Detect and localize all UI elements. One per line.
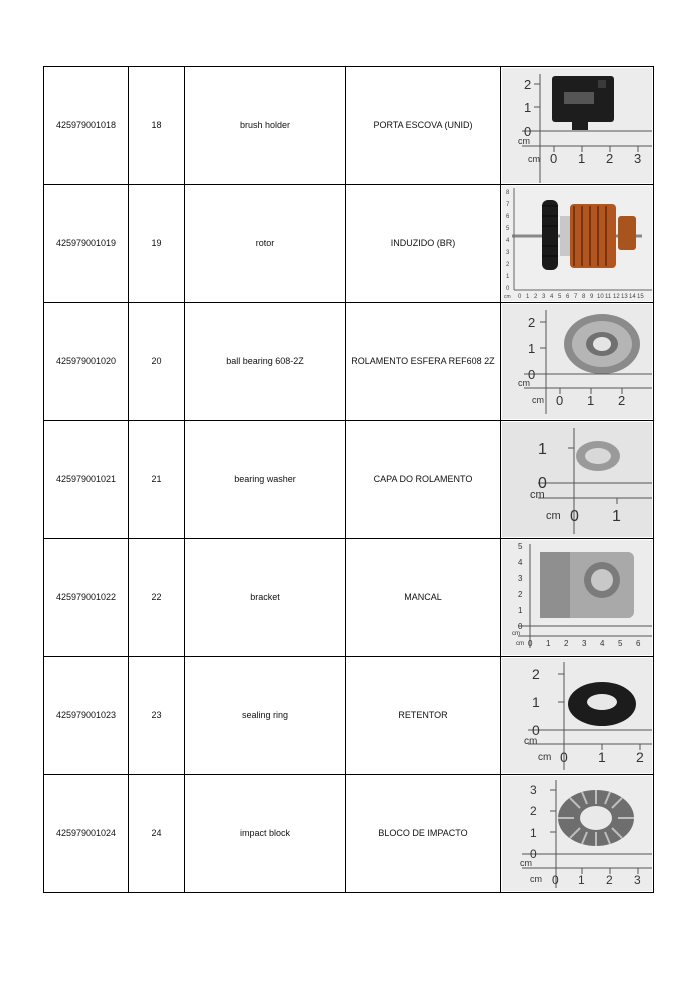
part-name-pt: ROLAMENTO ESFERA REF608 2Z <box>346 303 501 421</box>
scale-unit: cm <box>538 752 552 763</box>
part-photo-cell <box>501 539 654 657</box>
item-number: 24 <box>129 775 185 893</box>
scale-tick: 0 <box>560 749 568 765</box>
part-photo-cell <box>501 67 654 185</box>
scale-unit: cm <box>546 510 561 522</box>
part-name-en: bracket <box>185 539 346 657</box>
scale-tick: 5 <box>558 294 562 300</box>
item-number: 18 <box>129 67 185 185</box>
scale-tick: 6 <box>506 214 510 220</box>
part-name-en: bearing washer <box>185 421 346 539</box>
scale-tick: 0 <box>524 124 532 139</box>
scale-tick: 13 <box>621 294 628 300</box>
part-name-pt: RETENTOR <box>346 657 501 775</box>
scale-tick: 1 <box>530 826 537 840</box>
scale-unit: cm <box>532 395 544 405</box>
scale-tick: 14 <box>629 294 636 300</box>
part-name-en: brush holder <box>185 67 346 185</box>
scale-tick: 2 <box>528 315 536 330</box>
part-name-pt: BLOCO DE IMPACTO <box>346 775 501 893</box>
part-code: 425979001022 <box>44 539 129 657</box>
item-number: 19 <box>129 185 185 303</box>
scale-tick: 0 <box>552 873 559 887</box>
table-row <box>44 67 654 185</box>
scale-tick: 2 <box>636 749 644 765</box>
part-name-en: ball bearing 608-2Z <box>185 303 346 421</box>
scale-tick: 3 <box>542 294 546 300</box>
part-code: 425979001019 <box>44 185 129 303</box>
part-code: 425979001024 <box>44 775 129 893</box>
scale-tick: 1 <box>538 441 547 458</box>
scale-tick: 1 <box>546 639 551 648</box>
scale-tick: 1 <box>598 749 606 765</box>
scale-tick: 0 <box>528 639 533 648</box>
scale-tick: 2 <box>506 262 510 268</box>
scale-unit: cm <box>520 858 532 868</box>
scale-unit: cm <box>518 378 530 388</box>
scale-tick: 0 <box>556 393 564 408</box>
scale-tick: 6 <box>566 294 570 300</box>
scale-tick: 9 <box>590 294 594 300</box>
part-photo-cell <box>501 657 654 775</box>
scale-tick: 2 <box>564 639 569 648</box>
scale-tick: 10 <box>597 294 604 300</box>
table-row <box>44 185 654 303</box>
part-photo-cell <box>501 421 654 539</box>
table-row <box>44 775 654 893</box>
ball-bearing-photo <box>502 304 652 419</box>
scale-unit: cm <box>530 874 542 884</box>
sealing-ring-photo <box>502 658 652 773</box>
scale-tick: 1 <box>587 393 595 408</box>
scale-tick: 5 <box>506 226 510 232</box>
scale-tick: 0 <box>528 367 536 382</box>
part-name-en: rotor <box>185 185 346 303</box>
scale-tick: 1 <box>528 341 536 356</box>
scale-tick: 0 <box>532 722 540 738</box>
scale-unit: cm <box>518 136 530 146</box>
scale-tick: 8 <box>582 294 586 300</box>
scale-tick: 3 <box>582 639 587 648</box>
item-number: 23 <box>129 657 185 775</box>
scale-tick: 2 <box>524 77 532 92</box>
table-row <box>44 539 654 657</box>
scale-tick: 3 <box>530 783 537 797</box>
table-row <box>44 421 654 539</box>
scale-tick: 0 <box>518 294 522 300</box>
scale-tick: 4 <box>518 558 523 567</box>
scale-tick: 5 <box>518 542 523 551</box>
scale-tick: 15 <box>637 294 644 300</box>
scale-tick: 1 <box>524 100 532 115</box>
scale-tick: 2 <box>534 294 538 300</box>
table-row <box>44 303 654 421</box>
impact-block-photo <box>502 776 652 891</box>
scale-tick: 1 <box>612 508 621 525</box>
part-name-pt: CAPA DO ROLAMENTO <box>346 421 501 539</box>
scale-tick: 0 <box>530 847 537 861</box>
scale-tick: 6 <box>636 639 641 648</box>
part-name-pt: MANCAL <box>346 539 501 657</box>
table-row <box>44 657 654 775</box>
scale-tick: 0 <box>550 151 558 166</box>
part-photo-cell <box>501 303 654 421</box>
scale-tick: 1 <box>578 151 586 166</box>
scale-tick: 7 <box>574 294 578 300</box>
part-name-pt: INDUZIDO (BR) <box>346 185 501 303</box>
scale-tick: 11 <box>605 294 612 300</box>
scale-tick: 0 <box>518 622 523 631</box>
rotor-photo <box>502 186 652 301</box>
item-number: 22 <box>129 539 185 657</box>
part-code: 425979001023 <box>44 657 129 775</box>
scale-unit: cm <box>524 736 538 747</box>
scale-unit: cm <box>512 631 520 637</box>
scale-tick: 0 <box>570 508 579 525</box>
scale-tick: 2 <box>606 151 614 166</box>
scale-tick: 8 <box>506 190 510 196</box>
scale-tick: 3 <box>634 873 641 887</box>
scale-tick: 2 <box>618 393 626 408</box>
scale-unit: cm <box>528 154 540 164</box>
scale-tick: 7 <box>506 202 510 208</box>
part-name-en: sealing ring <box>185 657 346 775</box>
scale-unit: cm <box>530 489 545 501</box>
scale-tick: 0 <box>506 286 510 292</box>
scale-tick: 3 <box>518 574 523 583</box>
scale-tick: 1 <box>526 294 530 300</box>
scale-tick: 1 <box>506 274 510 280</box>
parts-table <box>43 66 654 893</box>
part-name-pt: PORTA ESCOVA (UNID) <box>346 67 501 185</box>
scale-tick: 2 <box>532 666 540 682</box>
bracket-photo <box>502 540 652 655</box>
scale-tick: 4 <box>600 639 605 648</box>
scale-tick: 4 <box>550 294 554 300</box>
scale-tick: 3 <box>506 250 510 256</box>
scale-tick: 5 <box>618 639 623 648</box>
scale-tick: 1 <box>532 694 540 710</box>
item-number: 20 <box>129 303 185 421</box>
scale-tick: 3 <box>634 151 642 166</box>
scale-tick: 0 <box>538 475 547 492</box>
scale-tick: 2 <box>530 804 537 818</box>
scale-tick: 2 <box>606 873 613 887</box>
scale-unit: cm <box>504 294 511 300</box>
scale-tick: 4 <box>506 238 510 244</box>
bearing-washer-photo <box>502 422 652 537</box>
part-code: 425979001021 <box>44 421 129 539</box>
item-number: 21 <box>129 421 185 539</box>
scale-tick: 1 <box>518 606 523 615</box>
part-code: 425979001020 <box>44 303 129 421</box>
part-photo-cell <box>501 185 654 303</box>
scale-tick: 1 <box>578 873 585 887</box>
scale-unit: cm <box>516 641 524 647</box>
brush-holder-photo <box>502 68 652 183</box>
part-name-en: impact block <box>185 775 346 893</box>
part-code: 425979001018 <box>44 67 129 185</box>
part-photo-cell <box>501 775 654 893</box>
scale-tick: 2 <box>518 590 523 599</box>
scale-tick: 12 <box>613 294 620 300</box>
